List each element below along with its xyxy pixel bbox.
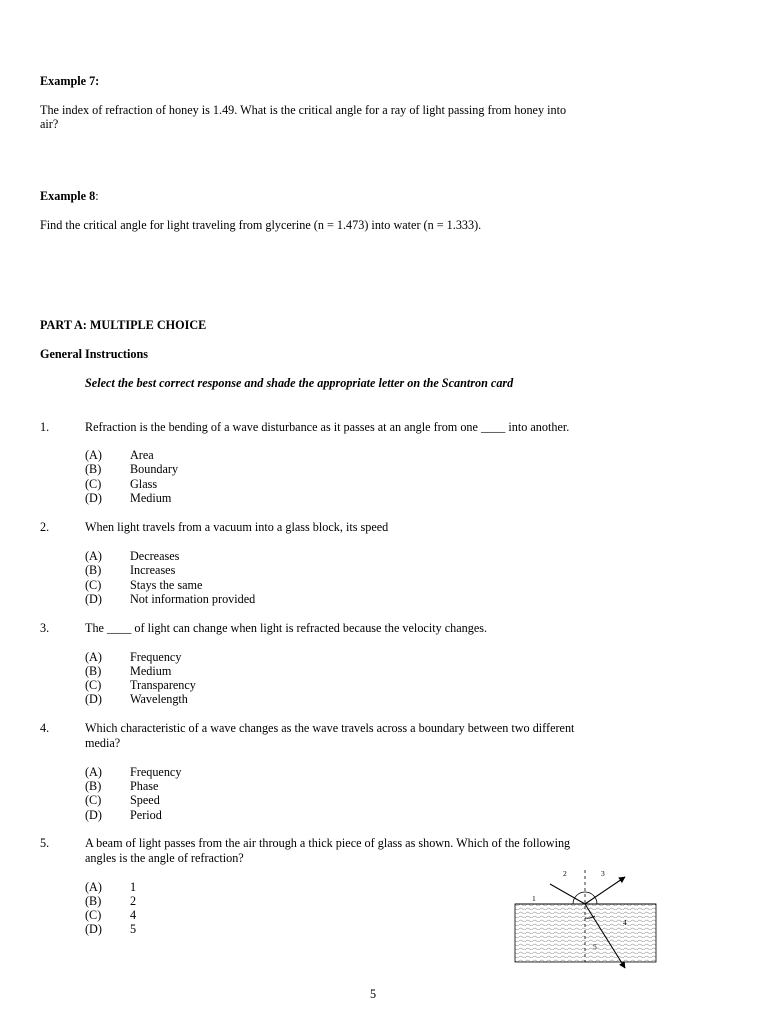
glass-block <box>515 904 656 962</box>
question-4-text-line-1: Which characteristic of a wave changes as the wave travels across a boundary between two different <box>85 721 575 735</box>
question-2-number: 2. <box>40 520 50 534</box>
question-5-option-c-letter: (C) <box>85 908 102 922</box>
angle-2-label: 2 <box>563 869 567 878</box>
question-3-option-a-letter: (A) <box>85 650 102 664</box>
question-1-option-c-letter: (C) <box>85 477 102 491</box>
question-1-number: 1. <box>40 420 50 434</box>
question-4-option-c-text: Speed <box>130 793 160 807</box>
question-4-option-d-text: Period <box>130 808 162 822</box>
question-3-option-d-text: Wavelength <box>130 692 188 706</box>
example-8-heading: Example 8 <box>40 189 96 203</box>
question-3-option-a-text: Frequency <box>130 650 182 664</box>
question-1-option-d-letter: (D) <box>85 491 102 505</box>
question-2-option-c-letter: (C) <box>85 578 102 592</box>
angle-3-label: 3 <box>601 869 605 878</box>
question-5-option-c-text: 4 <box>130 908 137 922</box>
question-5-option-d-text: 5 <box>130 922 137 936</box>
angle-5-label: 5 <box>593 942 597 951</box>
question-3-option-c-letter: (C) <box>85 678 102 692</box>
incident-ray <box>550 884 585 904</box>
question-2-option-b-letter: (B) <box>85 563 102 577</box>
question-2-text: When light travels from a vacuum into a glass block, its speed <box>85 520 389 534</box>
part-title: PART A: MULTIPLE CHOICE <box>40 318 207 332</box>
question-2-option-d-letter: (D) <box>85 592 102 606</box>
question-5-option-b-text: 2 <box>130 894 137 908</box>
question-4-option-b-text: Phase <box>130 779 159 793</box>
example-7-text-line-2: air? <box>40 117 59 131</box>
question-4-option-a-letter: (A) <box>85 765 102 779</box>
question-5-option-d-letter: (D) <box>85 922 102 936</box>
refraction-diagram <box>505 862 665 972</box>
question-5-option-a-letter: (A) <box>85 880 102 894</box>
question-2-option-d-text: Not information provided <box>130 592 256 606</box>
page-number: 5 <box>370 987 377 1001</box>
question-3-option-b-text: Medium <box>130 664 172 678</box>
question-5-option-a-text: 1 <box>130 880 137 894</box>
part-instruction: Select the best correct response and shade the appropriate letter on the Scantron card <box>85 376 514 390</box>
question-1-option-a-text: Area <box>130 448 154 462</box>
question-2-option-c-text: Stays the same <box>130 578 203 592</box>
question-3-option-d-letter: (D) <box>85 692 102 706</box>
question-2-option-a-letter: (A) <box>85 549 102 563</box>
part-subtitle: General Instructions <box>40 347 148 361</box>
reflected-ray <box>585 877 625 904</box>
example-8-heading-suffix: : <box>95 189 99 203</box>
question-5-text-line-1: A beam of light passes from the air through a thick piece of glass as shown. Which of the following <box>85 836 571 850</box>
example-7-heading: Example 7: <box>40 74 100 88</box>
example-7-text-line-1: The index of refraction of honey is 1.49. What is the critical angle for a ray of light passing from honey into <box>40 103 567 117</box>
example-8-heading-row <box>40 189 99 204</box>
question-1-option-b-text: Boundary <box>130 462 179 476</box>
question-4-option-d-letter: (D) <box>85 808 102 822</box>
question-1-option-b-letter: (B) <box>85 462 102 476</box>
question-5-text-line-2: angles is the angle of refraction? <box>85 851 244 865</box>
question-1-option-a-letter: (A) <box>85 448 102 462</box>
question-1-text: Refraction is the bending of a wave disturbance as it passes at an angle from one ____ into another. <box>85 420 570 434</box>
question-5-number: 5. <box>40 836 50 850</box>
question-1-option-c-text: Glass <box>130 477 158 491</box>
question-4-number: 4. <box>40 721 50 735</box>
question-3-option-c-text: Transparency <box>130 678 196 692</box>
question-3-option-b-letter: (B) <box>85 664 102 678</box>
question-4-option-c-letter: (C) <box>85 793 102 807</box>
angle-1-label: 1 <box>532 894 536 903</box>
question-3-number: 3. <box>40 621 50 635</box>
question-5-option-b-letter: (B) <box>85 894 102 908</box>
question-3-text: The ____ of light can change when light is refracted because the velocity changes. <box>85 621 488 635</box>
angle-4-label: 4 <box>623 918 627 927</box>
example-8-text-line-1: Find the critical angle for light traveling from glycerine (n = 1.473) into water (n = 1.333). <box>40 218 482 232</box>
question-2-option-b-text: Increases <box>130 563 176 577</box>
question-4-option-a-text: Frequency <box>130 765 182 779</box>
question-4-option-b-letter: (B) <box>85 779 102 793</box>
question-1-option-d-text: Medium <box>130 491 172 505</box>
question-2-option-a-text: Decreases <box>130 549 180 563</box>
question-4-text-line-2: media? <box>85 736 121 750</box>
